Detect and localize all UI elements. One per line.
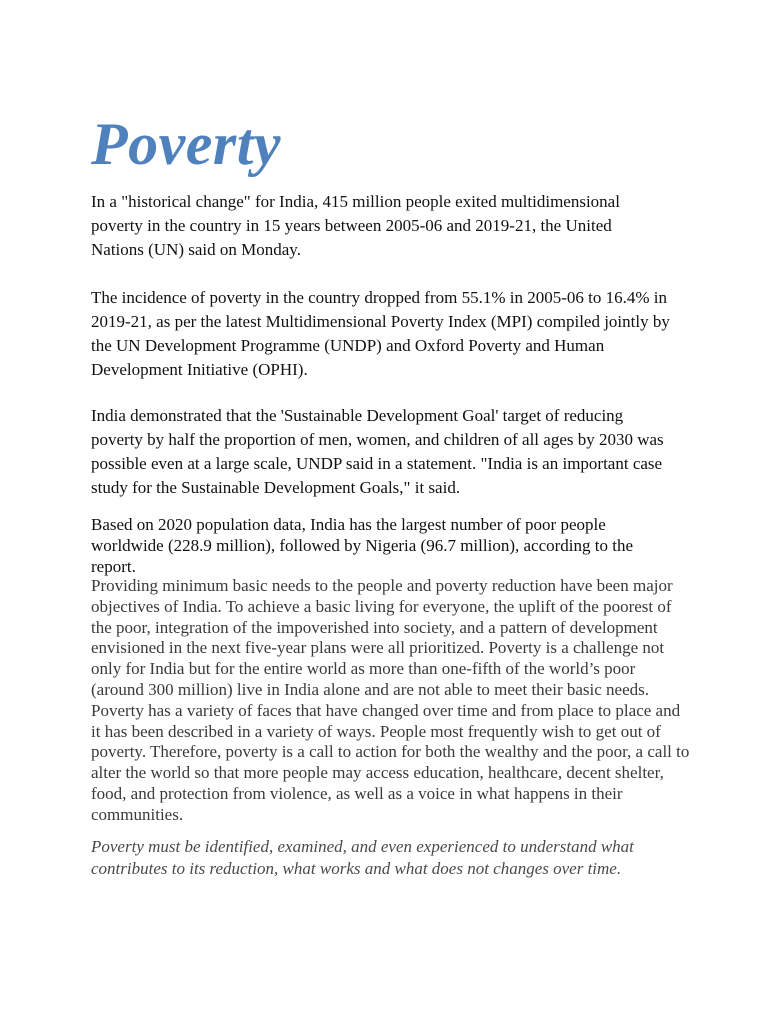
paragraph-basic-needs: Providing minimum basic needs to the people and poverty reduction have been major objectives of India. To achieve a basic living for everyone, the uplift of the poorest of the poor, integration of the impoverished into society, and a pattern of development envisioned in the next five-year plans were all prioritized. Poverty is a challenge not only for India but for the entire world as more than one-fifth of the world’s poor (around 300 million) live in India alone and are not able to meet their basic needs. Poverty has a variety of faces that have changed over time and from place to place and it has been described in a variety of ways. People most frequently wish to get out of poverty. Therefore, poverty is a call to action for both the wealthy and the poor, a call to alter the world so that more people may access education, healthcare, decent shelter, food, and protection from violence, as well as a voice in what happens in their communities. <box>91 576 690 824</box>
paragraph-poverty-incidence: The incidence of poverty in the country dropped from 55.1% in 2005-06 to 16.4% in 2019-21, as per the latest Multidimensional Poverty Index (MPI) compiled jointly by the UN Development Programme (UNDP) and Oxford Poverty and Human Development Initiative (OPHI). <box>91 288 670 379</box>
paragraph-closing-quote: Poverty must be identified, examined, and even experienced to understand what contributes to its reduction, what works and what does not changes over time. <box>91 837 634 878</box>
paragraph-population-data: Based on 2020 population data, India has the largest number of poor people worldwide (228.9 million), followed by Nigeria (96.7 million), according to the report. <box>91 515 633 576</box>
paragraph-sdg-target: India demonstrated that the 'Sustainable Development Goal' target of reducing poverty by half the proportion of men, women, and children of all ages by 2030 was possible even at a large scale, UNDP said in a statement. "India is an important case study for the Sustainable Development Goals," it said. <box>91 406 664 497</box>
paragraph-historical-change: In a "historical change" for India, 415 million people exited multidimensional poverty in the country in 15 years between 2005-06 and 2019-21, the United Nations (UN) said on Monday. <box>91 192 620 259</box>
document-title: Poverty <box>91 111 282 177</box>
